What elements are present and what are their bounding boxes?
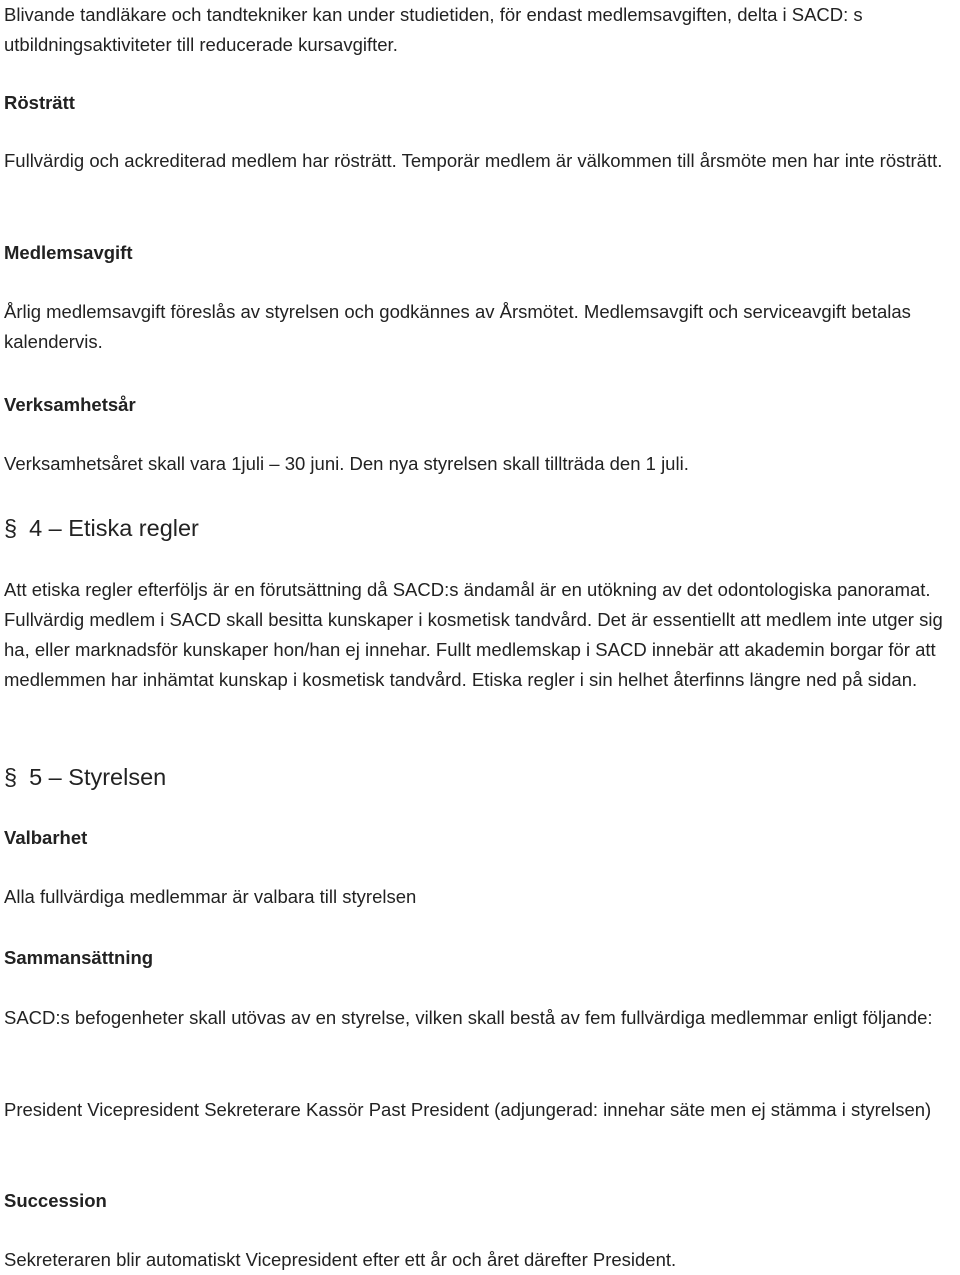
section-symbol: § bbox=[4, 515, 18, 541]
section-5-heading bbox=[4, 762, 166, 792]
verksamhetsar-heading: Verksamhetsår bbox=[4, 394, 136, 415]
sammansattning-paragraph: SACD:s befogenheter skall utövas av en styrelse, vilken skall bestå av fem fullvärdiga medlemmar enligt följande: bbox=[4, 1007, 933, 1028]
verksamhetsar-paragraph: Verksamhetsåret skall vara 1juli – 30 juni. Den nya styrelsen skall tillträda den 1 juli. bbox=[4, 453, 689, 474]
section-4-title: 4 – Etiska regler bbox=[29, 515, 199, 541]
section-symbol: § bbox=[4, 764, 18, 790]
sammansattning-heading: Sammansättning bbox=[4, 947, 154, 968]
section-4-paragraph: Att etiska regler efterföljs är en förutsättning då SACD:s ändamål är en utökning av det odontologiska panoramat. Fullvärdig medlem i SACD skall besitta kunskaper i kosmetisk tandvård. Det är essentiellt att medlem inte utger sig ha, eller marknadsför kunskaper hon/han ej innehar. Fullt medlemskap i SACD innebär att akademin borgar för att medlemmen har inhämtat kunskap i kosmetisk tandvård. Etiska regler i sin helhet återfinns längre ned på sidan. bbox=[4, 579, 943, 690]
valbarhet-heading: Valbarhet bbox=[4, 827, 88, 848]
rostratt-heading: Rösträtt bbox=[4, 92, 75, 113]
section-5-title: 5 – Styrelsen bbox=[29, 764, 167, 790]
roles-paragraph: President Vicepresident Sekreterare Kassör Past President (adjungerad: innehar säte men ej stämma i styrelsen) bbox=[4, 1099, 932, 1120]
medlemsavgift-paragraph: Årlig medlemsavgift föreslås av styrelsen och godkännes av Årsmötet. Medlemsavgift och serviceavgift betalas kalendervis. bbox=[4, 301, 911, 352]
rostratt-paragraph: Fullvärdig och ackrediterad medlem har rösträtt. Temporär medlem är välkommen till årsmöte men har inte rösträtt. bbox=[4, 150, 943, 171]
succession-heading: Succession bbox=[4, 1190, 107, 1211]
valbarhet-paragraph: Alla fullvärdiga medlemmar är valbara till styrelsen bbox=[4, 886, 417, 907]
medlemsavgift-heading: Medlemsavgift bbox=[4, 242, 133, 263]
section-4-heading bbox=[4, 513, 199, 543]
succession-paragraph: Sekreteraren blir automatiskt Vicepresident efter ett år och året därefter President. bbox=[4, 1249, 677, 1270]
intro-paragraph: Blivande tandläkare och tandtekniker kan under studietiden, för endast medlemsavgiften, delta i SACD: s utbildningsaktiviteter till reducerade kursavgifter. bbox=[4, 4, 863, 55]
